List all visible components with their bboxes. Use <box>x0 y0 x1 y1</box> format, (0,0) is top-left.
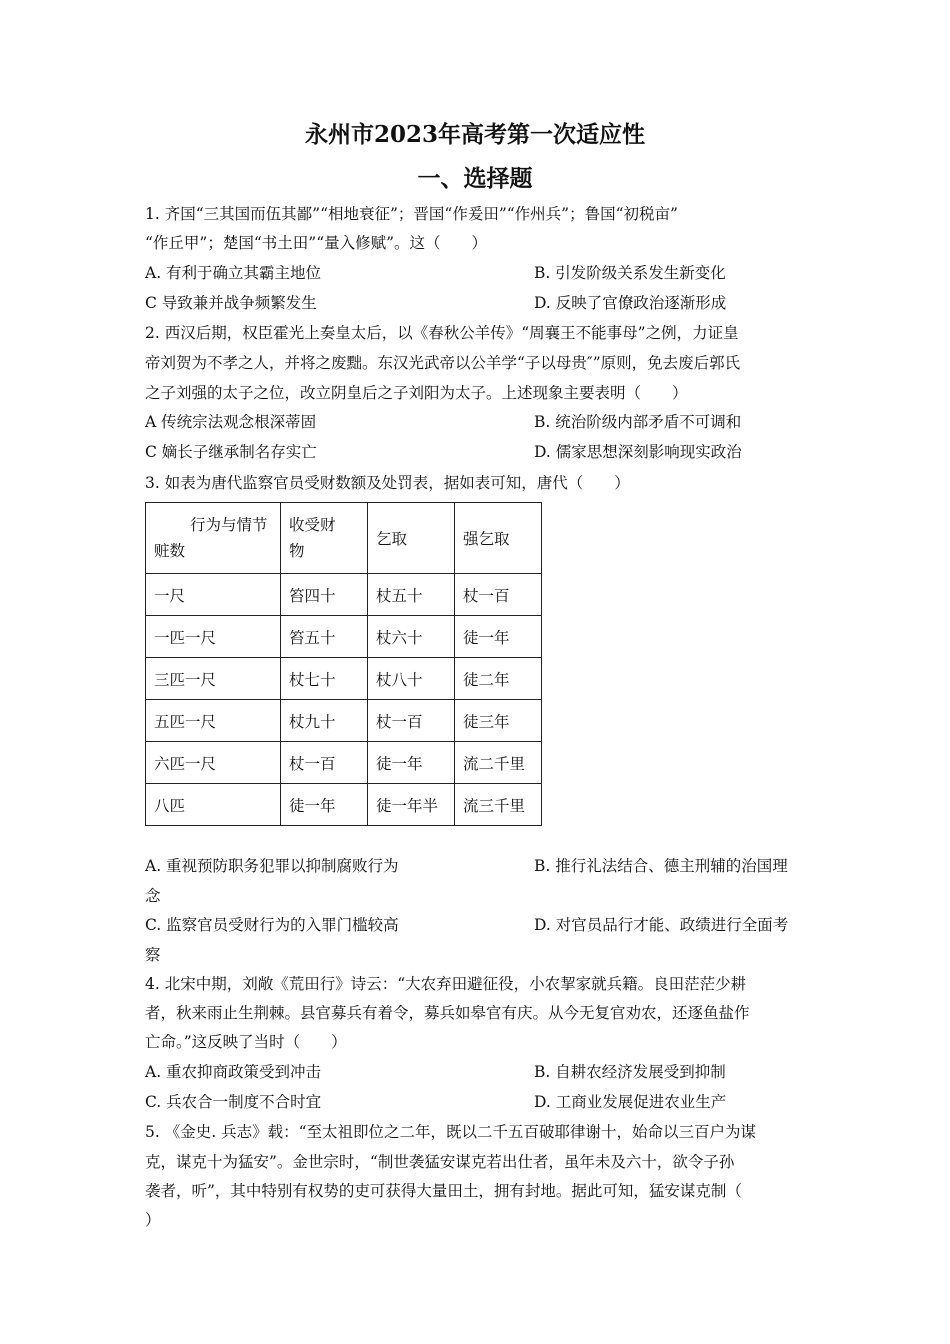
table-cell: 杖一百 <box>368 700 455 742</box>
table-cell: 徒一年 <box>281 784 368 826</box>
table-cell: 杖七十 <box>281 658 368 700</box>
q1-option-c: C 导致兼并战争频繁发生 <box>145 294 317 312</box>
table-cell: 五匹一尺 <box>146 700 281 742</box>
table-cell: 杖五十 <box>368 574 455 616</box>
q1-option-b: B. 引发阶级关系发生新变化 <box>534 264 726 282</box>
header-cell-diagonal <box>146 503 281 574</box>
q5-stem-line-3: 袭者，听”，其中特别有权势的吏可获得大量田土，拥有封地。据此可知，猛安谋克制（ <box>145 1182 742 1200</box>
q3-option-b-wrap: 念 <box>145 887 161 905</box>
table-cell: 徒一年 <box>455 616 542 658</box>
q2-stem-line-3: 之子刘强的太子之位，改立阴皇后之子刘阳为太子。上述现象主要表明（ ） <box>145 384 688 402</box>
table-cell: 流二千里 <box>455 742 542 784</box>
q4-option-a: A. 重农抑商政策受到冲击 <box>145 1063 322 1081</box>
table-cell: 杖一百 <box>281 742 368 784</box>
q3-option-d-wrap: 察 <box>145 946 161 964</box>
table-cell: 流三千里 <box>455 784 542 826</box>
header-cell-bribe <box>281 503 368 574</box>
q3-stem: 3. 如表为唐代监察官员受财数额及处罚表，据如表可知，唐代（ ） <box>145 474 630 492</box>
table-cell: 笞四十 <box>281 574 368 616</box>
table-cell: 徒一年半 <box>368 784 455 826</box>
table-cell: 杖六十 <box>368 616 455 658</box>
table-row <box>146 574 542 616</box>
table-row <box>146 784 542 826</box>
table-cell: 笞五十 <box>281 616 368 658</box>
table-cell: 徒二年 <box>455 658 542 700</box>
table-cell: 杖一百 <box>455 574 542 616</box>
table-cell: 杖八十 <box>368 658 455 700</box>
q4-option-b: B. 自耕农经济发展受到抑制 <box>534 1063 726 1081</box>
q2-stem-line-1: 2. 西汉后期，权臣霍光上奏皇太后，以《春秋公羊传》“周襄王不能事母”之例，力证皇 <box>145 324 739 342</box>
q1-option-d: D. 反映了官僚政治逐渐形成 <box>534 294 727 312</box>
table-header-row <box>146 503 542 574</box>
header-cell-solicit: 乞取 <box>368 503 455 574</box>
q2-option-d: D. 儒家思想深刻影响现实政治 <box>534 443 742 461</box>
header-amount-label: 赃数 <box>154 542 186 560</box>
table-row <box>146 742 542 784</box>
q3-option-a: A. 重视预防职务犯罪以抑制腐败行为 <box>145 857 399 875</box>
q3-option-c: C. 监察官员受财行为的入罪门槛较高 <box>145 916 399 934</box>
table-row <box>146 658 542 700</box>
q2-stem-line-2: 帝刘贺为不孝之人，并将之废黜。东汉光武帝以公羊学“子以母贵″”原则，免去废后郭氏 <box>145 354 741 372</box>
q4-stem-line-2: 者，秋来雨止生荆棘。县官募兵有着令，募兵如皋官有庆。从今无复官劝农，还逐鱼盐作 <box>145 1004 750 1022</box>
q4-stem-line-3: 亡命。”这反映了当时（ ） <box>145 1033 347 1051</box>
page-title: 永州市2023年高考第一次适应性 <box>304 121 645 148</box>
q1-stem-line-2: “作丘甲”；楚国“书土田”“量入修赋”。这（ ） <box>145 234 488 252</box>
header-bribe-line-2: 物 <box>289 542 305 560</box>
q2-option-a: A 传统宗法观念根深蒂固 <box>145 413 317 431</box>
section-title: 一、选择题 <box>417 165 533 192</box>
header-bribe-line-1: 收受财 <box>289 516 336 534</box>
q1-option-a: A. 有利于确立其霸主地位 <box>145 264 322 282</box>
table-cell: 杖九十 <box>281 700 368 742</box>
q3-option-d: D. 对官员品行才能、政绩进行全面考 <box>534 916 789 934</box>
table-cell: 一尺 <box>146 574 281 616</box>
header-cell-extort: 强乞取 <box>455 503 542 574</box>
header-behavior-label: 行为与情节 <box>190 516 268 534</box>
table-row <box>146 616 542 658</box>
q2-option-b: B. 统治阶级内部矛盾不可调和 <box>534 413 742 431</box>
table-cell: 八匹 <box>146 784 281 826</box>
q5-stem-line-4: ） <box>145 1211 161 1229</box>
q2-option-c: C 嫡长子继承制名存实亡 <box>145 443 317 461</box>
q1-stem-line-1: 1. 齐国“三其国而伍其鄙”“相地衰征”；晋国“作爰田”“作州兵”；鲁国“初税亩” <box>145 205 678 223</box>
table-cell: 一匹一尺 <box>146 616 281 658</box>
q5-stem-line-2: 克，谋克十为猛安”。金世宗时，“制世袭猛安谋克若出仕者，虽年未及六十，欲令子孙 <box>145 1153 735 1171</box>
q5-stem-line-1: 5. 《金史. 兵志》载：“至太祖即位之二年，既以二千五百破耶律谢十，始命以三百户为谋 <box>145 1123 756 1141</box>
q4-option-d: D. 工商业发展促进农业生产 <box>534 1093 727 1111</box>
q4-option-c: C. 兵农合一制度不合时宜 <box>145 1093 322 1111</box>
q3-option-b: B. 推行礼法结合、德主刑辅的治国理 <box>534 857 788 875</box>
table-cell: 徒一年 <box>368 742 455 784</box>
table-cell: 三匹一尺 <box>146 658 281 700</box>
table-cell: 徒三年 <box>455 700 542 742</box>
table-row <box>146 700 542 742</box>
table-cell: 六匹一尺 <box>146 742 281 784</box>
penalty-table <box>145 502 542 826</box>
q4-stem-line-1: 4. 北宋中期，刘敞《荒田行》诗云：“大农弃田避征役，小农挈家就兵籍。良田茫茫少耕 <box>145 975 747 993</box>
